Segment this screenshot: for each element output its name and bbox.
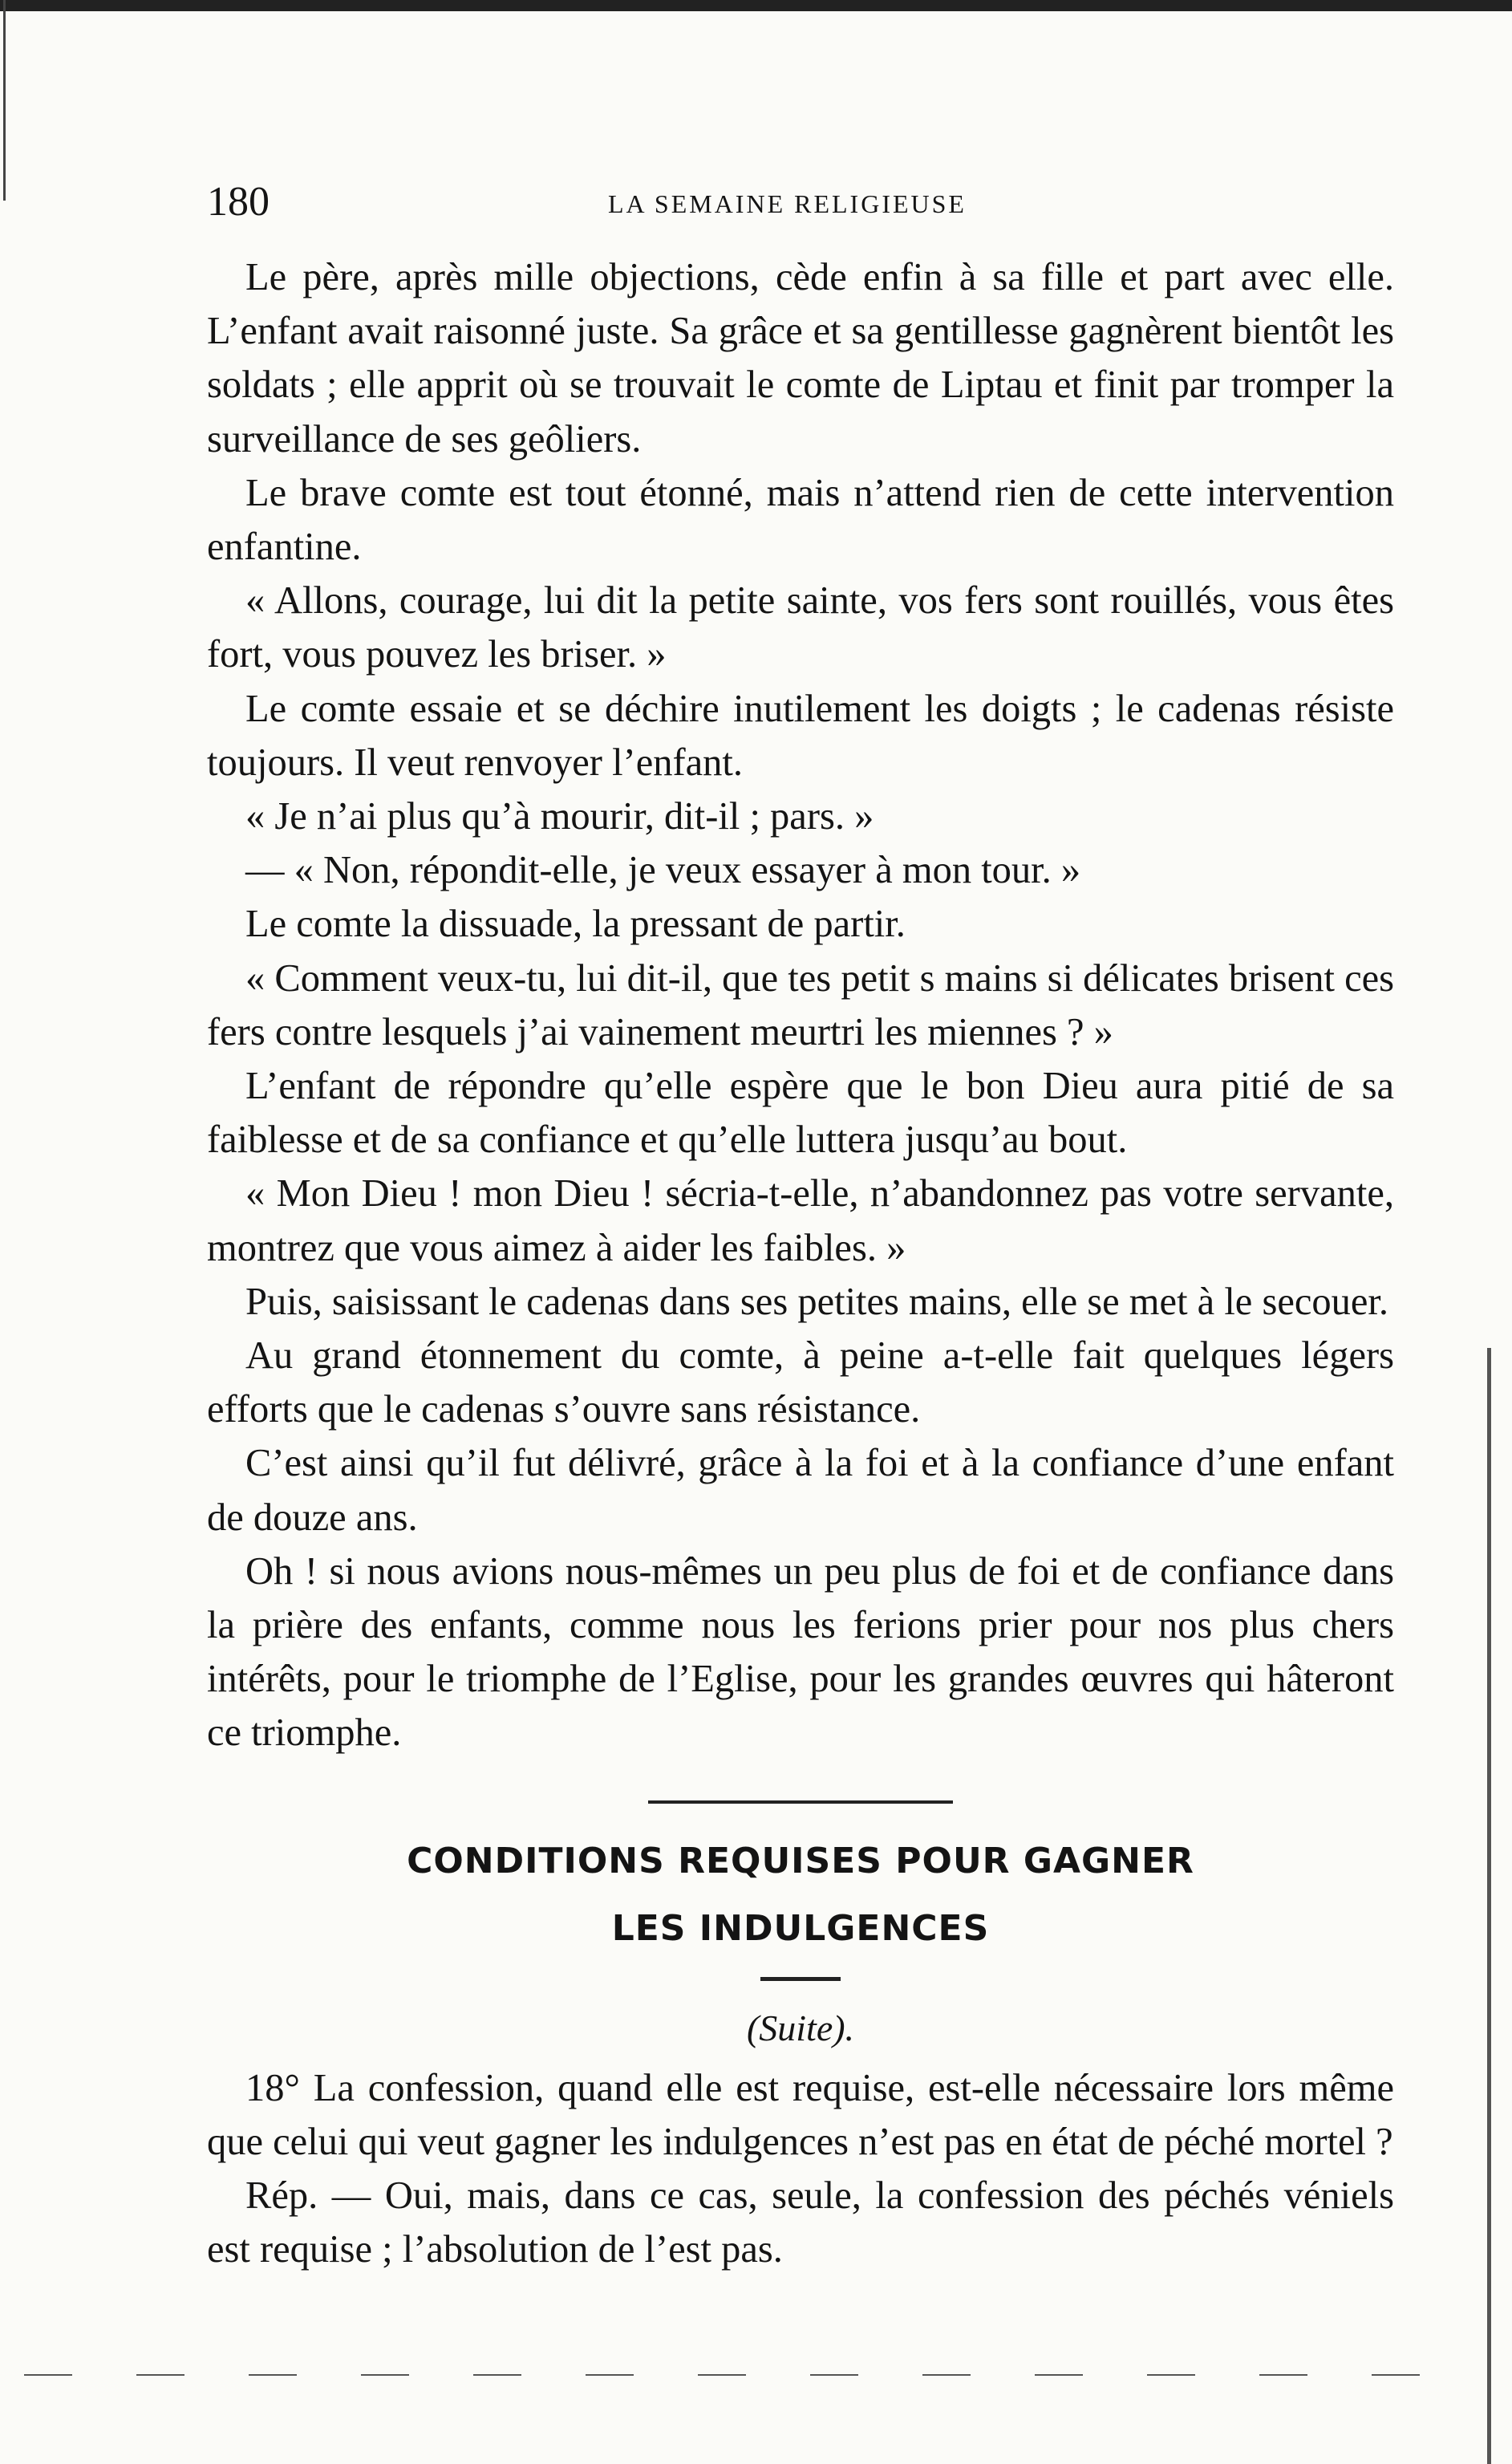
top-border-rule: [0, 0, 1512, 11]
page-number: 180: [207, 179, 270, 225]
paragraph: Oh ! si nous avions nous-mêmes un peu plus de foi et de confiance dans la prière des enfants, comme nous les ferions prier pour nos plus chers intérêts, pour le triomphe de l’Eglise, pour les grandes œuvres qui hâteront ce triomphe.: [207, 1549, 1394, 1755]
paragraph: — « Non, répondit-elle, je veux essayer à mon tour. »: [245, 849, 1081, 892]
paragraph: Le père, après mille objections, cède enfin à sa fille et part avec elle. L’enfant avait raisonné juste. Sa grâce et sa gentillesse gagnèrent bientôt les soldats ; elle apprit où se trouvait le comte de Liptau et finit par tromper la surveillance de ses geôliers.: [207, 256, 1394, 461]
page-header: [207, 178, 1394, 250]
paragraph: « Mon Dieu ! mon Dieu ! sécria-t-elle, n’abandonnez pas votre servante, montrez que vous aimez à aider les faibles. »: [207, 1172, 1394, 1269]
bottom-edge-marks: [24, 2374, 1468, 2376]
paragraph: L’enfant de répondre qu’elle espère que le bon Dieu aura pitié de sa faiblesse et de sa confiance et qu’elle luttera jusqu’au bout.: [207, 1065, 1394, 1162]
paragraph: Puis, saisissant le cadenas dans ses petites mains, elle se met à le secouer.: [245, 1280, 1388, 1323]
left-border-rule: [3, 0, 6, 201]
section-text: [207, 2061, 1394, 2277]
paragraph: Le brave comte est tout étonné, mais n’attend rien de cette intervention enfantine.: [207, 471, 1394, 569]
paragraph: Le comte essaie et se déchire inutilement les doigts ; le cadenas résiste toujours. Il veut renvoyer l’enfant.: [207, 687, 1394, 784]
paragraph: « Comment veux-tu, lui dit-il, que tes petit s mains si délicates brisent ces fers contre lesquels j’ai vainement meurtri les miennes ? »: [207, 956, 1394, 1053]
running-head: LA SEMAINE RELIGIEUSE: [608, 189, 967, 218]
section-divider: [648, 1800, 953, 1804]
paragraph: 18° La confession, quand elle est requise, est-elle nécessaire lors même que celui qui veut gagner les indulgences n’est pas en état de péché mortel ?: [207, 2066, 1394, 2163]
paragraph: Au grand étonnement du comte, à peine a-t-elle fait quelques légers efforts que le cadenas s’ouvre sans résistance.: [207, 1334, 1394, 1431]
document-page: [207, 178, 1394, 2277]
right-page-edge: [1487, 1348, 1491, 2464]
title-underline: [760, 1977, 841, 1981]
story-text: [207, 250, 1394, 1760]
paragraph: C’est ainsi qu’il fut délivré, grâce à la foi et à la confiance d’une enfant de douze ans.: [207, 1442, 1394, 1539]
section-subtitle: (Suite).: [746, 2007, 855, 2048]
paragraph: « Allons, courage, lui dit la petite sainte, vos fers sont rouillés, vous êtes fort, vous pouvez les briser. »: [207, 579, 1394, 676]
paragraph: « Je n’ai plus qu’à mourir, dit-il ; pars. »: [245, 795, 874, 838]
paragraph: Rép. — Oui, mais, dans ce cas, seule, la confession des péchés véniels est requise ; l’absolution de l’est pas.: [207, 2174, 1394, 2271]
section-title-line-1: CONDITIONS REQUISES POUR GAGNER: [407, 1840, 1194, 1881]
section-title-line-2: LES INDULGENCES: [611, 1907, 990, 1949]
paragraph: Le comte la dissuade, la pressant de partir.: [245, 903, 906, 946]
